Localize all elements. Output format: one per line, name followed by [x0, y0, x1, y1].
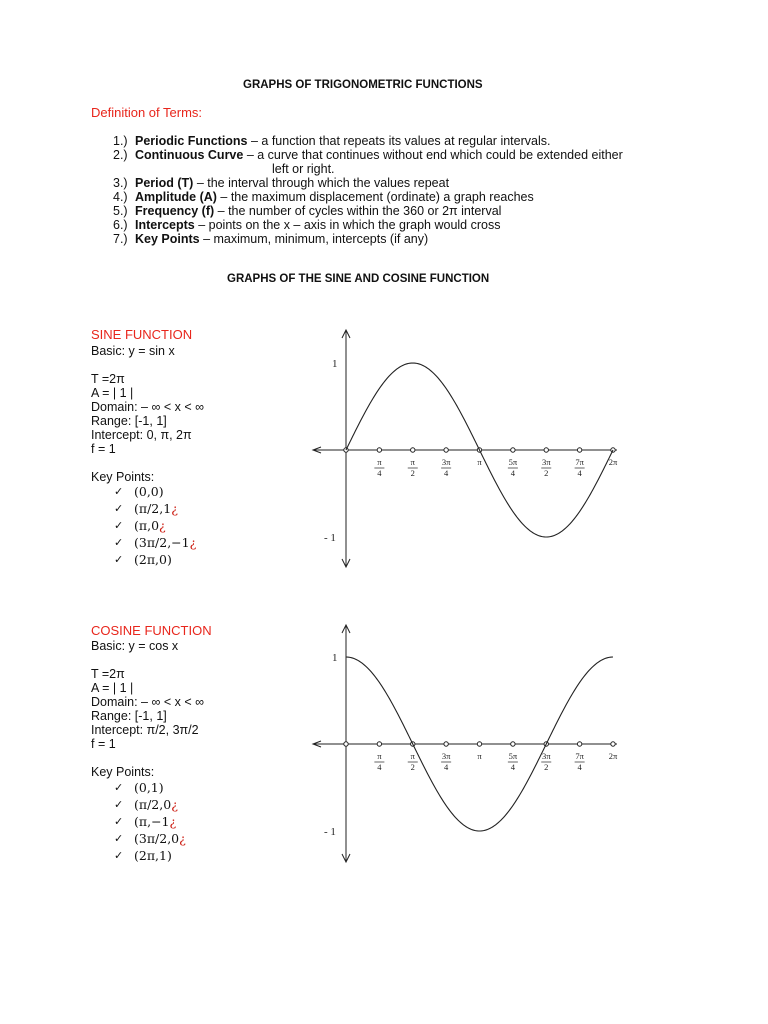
definition-item — [113, 148, 623, 162]
x-tick-denominator: 2 — [410, 468, 415, 478]
sine-info-line: A = | 1 | — [91, 386, 134, 400]
x-tick-numerator: 7π — [575, 751, 584, 761]
check-icon: ✓ — [114, 553, 124, 566]
x-tick-denominator: 2 — [544, 762, 549, 772]
cosine-info-line: Domain: – ∞ < x < ∞ — [91, 695, 205, 709]
check-icon: ✓ — [114, 502, 124, 515]
cosine-info-line: A = | 1 | — [91, 681, 134, 695]
x-tick-denominator: 4 — [377, 762, 382, 772]
x-tick-label — [609, 751, 618, 761]
x-tick-label — [541, 457, 551, 478]
cosine-heading: COSINE FUNCTION — [91, 623, 212, 638]
key-point-text: (3π/2,−1 — [134, 535, 190, 550]
sine-graph — [305, 325, 635, 570]
section-title: GRAPHS OF THE SINE AND COSINE FUNCTION — [227, 273, 490, 285]
definition-item — [113, 190, 623, 204]
key-point-tail: ¿ — [159, 518, 166, 533]
key-point-text: (π,0 — [134, 518, 160, 533]
x-tick-denominator: 2 — [410, 762, 415, 772]
check-icon: ✓ — [114, 849, 124, 862]
definition-number: 4.) — [113, 190, 128, 204]
key-point-item — [114, 779, 186, 796]
check-icon: ✓ — [114, 832, 124, 845]
x-tick-label — [408, 457, 418, 478]
definition-body — [135, 204, 501, 218]
sine-info-line — [91, 358, 204, 372]
x-tick-label — [477, 751, 482, 761]
x-tick-denominator: 4 — [510, 468, 515, 478]
definition-desc: – a function that repeats its values at regular intervals. — [247, 134, 551, 148]
sine-key-points — [114, 483, 196, 568]
check-icon: ✓ — [114, 519, 124, 532]
definitions-heading: Definition of Terms: — [91, 105, 203, 120]
check-icon: ✓ — [114, 781, 124, 794]
x-tick-mark — [411, 448, 415, 452]
definition-body — [135, 218, 500, 232]
x-tick-mark — [577, 448, 581, 452]
definition-number: 1.) — [113, 134, 128, 148]
x-tick-mark — [444, 742, 448, 746]
x-tick-numerator: 2π — [608, 751, 618, 761]
key-point-item — [114, 830, 186, 847]
key-point-item — [114, 796, 186, 813]
cosine-key-points — [114, 779, 186, 864]
key-point-item — [114, 813, 186, 830]
x-tick-numerator: π — [377, 457, 382, 467]
key-point-tail: ¿ — [171, 501, 178, 516]
cosine-info-line: Basic: y = cos x — [91, 639, 179, 653]
definition-desc: – a curve that continues without end which could be extended either — [243, 148, 623, 162]
x-tick-numerator: π — [377, 751, 382, 761]
key-point-tail: ¿ — [179, 831, 186, 846]
definition-desc: – maximum, minimum, intercepts (if any) — [199, 232, 429, 246]
key-point-item — [114, 500, 196, 517]
key-point-tail: ¿ — [189, 535, 197, 550]
x-tick-mark — [511, 448, 515, 452]
definition-number: 7.) — [113, 232, 128, 246]
x-tick-label — [374, 457, 384, 478]
definition-continuation: left or right. — [272, 162, 335, 176]
sine-info — [91, 344, 204, 484]
sine-info-line: Basic: y = sin x — [91, 344, 175, 358]
x-tick-numerator: π — [410, 457, 415, 467]
definition-body — [135, 176, 449, 190]
x-tick-numerator: 7π — [575, 457, 584, 467]
x-tick-numerator: 3π — [541, 751, 551, 761]
key-point-text: (2π,0) — [134, 552, 172, 567]
x-tick-mark — [377, 448, 381, 452]
definition-term: Frequency (f) — [135, 204, 215, 218]
definition-number: 5.) — [113, 204, 128, 218]
key-point-item — [114, 534, 196, 551]
cosine-info-line — [91, 653, 204, 667]
definition-desc: – the number of cycles within the 360 or 2π interval — [214, 204, 502, 218]
x-tick-label — [508, 751, 518, 772]
key-point-text: (0,0) — [134, 484, 164, 499]
key-point-item — [114, 847, 186, 864]
origin-mark — [344, 742, 348, 746]
definition-body — [135, 148, 623, 162]
sine-info-line: Domain: – ∞ < x < ∞ — [91, 400, 205, 414]
x-tick-mark — [611, 742, 615, 746]
definition-term: Periodic Functions — [135, 134, 248, 148]
sine-info-line — [91, 456, 204, 470]
x-tick-numerator: π — [410, 751, 415, 761]
document-title: GRAPHS OF TRIGONOMETRIC FUNCTIONS — [243, 79, 483, 91]
x-tick-mark — [577, 742, 581, 746]
y-tick-label-minus-1: - 1 — [324, 532, 336, 544]
definition-body — [135, 190, 534, 204]
sine-info-line: Range: [-1, 1] — [91, 414, 167, 428]
check-icon: ✓ — [114, 485, 124, 498]
x-tick-denominator: 4 — [577, 468, 582, 478]
definition-term: Amplitude (A) — [135, 190, 217, 204]
definition-term: Key Points — [135, 232, 200, 246]
definitions-list — [113, 134, 623, 246]
key-point-tail: ¿ — [169, 814, 177, 829]
key-point-text: (0,1) — [134, 780, 164, 795]
definition-term: Intercepts — [135, 218, 195, 232]
x-tick-label — [541, 751, 551, 772]
definition-desc: – points on the x – axis in which the graph would cross — [194, 218, 501, 232]
definition-body — [135, 134, 550, 148]
key-point-item — [114, 517, 196, 534]
key-point-text: (π/2,1 — [134, 501, 172, 516]
cosine-info-line — [91, 751, 204, 765]
definition-term: Continuous Curve — [135, 148, 244, 162]
x-tick-label — [477, 457, 482, 467]
check-icon: ✓ — [114, 815, 124, 828]
x-tick-denominator: 4 — [577, 762, 582, 772]
cosine-info-line: f = 1 — [91, 737, 116, 751]
x-tick-mark — [377, 742, 381, 746]
sine-info-line: Key Points: — [91, 470, 155, 484]
definition-number: 2.) — [113, 148, 128, 162]
x-tick-mark — [544, 448, 548, 452]
x-tick-denominator: 4 — [510, 762, 515, 772]
sine-info-line: f = 1 — [91, 442, 116, 456]
x-tick-denominator: 2 — [544, 468, 549, 478]
key-point-tail: ¿ — [171, 797, 178, 812]
x-tick-numerator: 5π — [508, 457, 518, 467]
check-icon: ✓ — [114, 536, 124, 549]
definition-number: 6.) — [113, 218, 128, 232]
x-tick-label — [609, 457, 618, 467]
key-point-text: (2π,1) — [134, 848, 172, 863]
definition-item — [113, 134, 623, 148]
definition-desc: – the interval through which the values repeat — [193, 176, 450, 190]
x-tick-mark — [511, 742, 515, 746]
x-tick-label — [408, 751, 418, 772]
definition-number: 3.) — [113, 176, 128, 190]
y-tick-label-minus-1: - 1 — [324, 826, 336, 838]
definition-item — [113, 218, 623, 232]
x-tick-denominator: 4 — [377, 468, 382, 478]
x-tick-numerator: π — [477, 751, 482, 761]
cosine-info-line: Range: [-1, 1] — [91, 709, 167, 723]
x-tick-denominator: 4 — [443, 468, 449, 478]
cosine-info-line: Key Points: — [91, 765, 155, 779]
definition-desc: – the maximum displacement (ordinate) a graph reaches — [216, 190, 534, 204]
key-point-text: (π,−1 — [134, 814, 170, 829]
key-point-item — [114, 551, 196, 568]
x-tick-numerator: 2π — [608, 457, 618, 467]
sine-info-line: Intercept: 0, π, 2π — [91, 428, 192, 442]
x-tick-label — [374, 751, 384, 772]
y-tick-label-1: 1 — [332, 358, 338, 370]
key-point-text: (π/2,0 — [134, 797, 172, 812]
x-tick-numerator: 3π — [441, 751, 451, 761]
definition-item — [113, 232, 623, 246]
x-tick-label — [441, 457, 451, 478]
x-tick-numerator: π — [477, 457, 482, 467]
x-tick-label — [575, 457, 585, 478]
cosine-graph — [305, 620, 635, 865]
x-tick-denominator: 4 — [443, 762, 449, 772]
x-tick-mark — [477, 742, 481, 746]
cosine-info — [91, 639, 204, 779]
x-tick-label — [575, 751, 585, 772]
cosine-info-line: T =2π — [91, 667, 125, 681]
definition-item — [113, 204, 623, 218]
x-tick-numerator: 5π — [508, 751, 518, 761]
y-tick-label-1: 1 — [332, 652, 338, 664]
definition-item — [113, 176, 623, 190]
x-tick-label — [508, 457, 518, 478]
key-point-text: (3π/2,0 — [134, 831, 180, 846]
x-tick-numerator: 3π — [441, 457, 451, 467]
x-tick-label — [441, 751, 451, 772]
cosine-info-line: Intercept: π/2, 3π/2 — [91, 723, 199, 737]
definition-term: Period (T) — [135, 176, 194, 190]
x-tick-numerator: 3π — [541, 457, 551, 467]
key-point-item — [114, 483, 196, 500]
x-tick-mark — [444, 448, 448, 452]
definition-body — [135, 232, 428, 246]
sine-heading: SINE FUNCTION — [91, 327, 193, 342]
check-icon: ✓ — [114, 798, 124, 811]
sine-info-line: T =2π — [91, 372, 125, 386]
